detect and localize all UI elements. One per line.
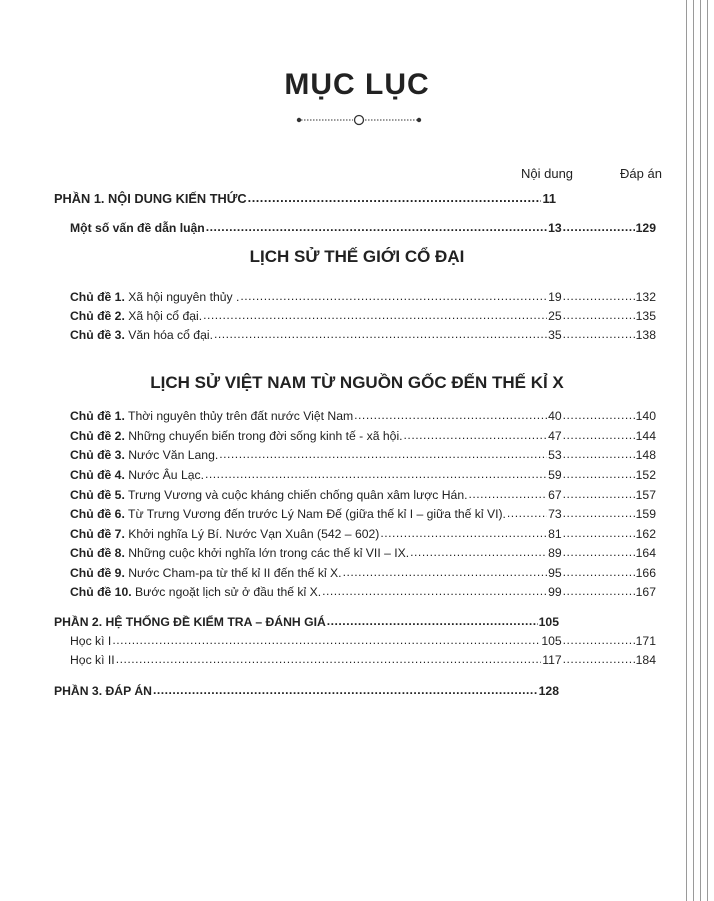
dot-leader [469, 487, 548, 499]
answer-page-number: 129 [635, 221, 656, 236]
dot-leader [507, 506, 547, 518]
page-number: 13 [548, 221, 562, 236]
topic-number: Chủ đề 10. [70, 585, 132, 600]
toc-entry[interactable] [70, 327, 656, 342]
topic-number: Chủ đề 7. [70, 527, 125, 542]
dot-leader [563, 526, 635, 538]
dot-leader [563, 308, 635, 320]
toc-entry-intro[interactable] [70, 220, 656, 235]
dot-leader [563, 545, 635, 557]
section-heading: LỊCH SỬ THẾ GIỚI CỔ ĐẠI [249, 247, 465, 266]
answer-page-number: 166 [635, 566, 656, 581]
part-label: PHẦN 2. HỆ THỐNG ĐỀ KIỂM TRA – ĐÁNH GIÁ [54, 615, 326, 630]
entry-label: Xã hội cổ đại. [128, 309, 203, 324]
dot-leader [206, 220, 547, 232]
page-number: 128 [538, 684, 559, 699]
page-number: 53 [548, 448, 562, 463]
answer-page-number: 144 [635, 429, 656, 444]
dot-leader [380, 526, 547, 538]
page-number: 89 [548, 546, 562, 561]
page-number: 19 [548, 290, 562, 305]
dot-leader [563, 447, 635, 459]
entry-label: Từ Trưng Vương đến trước Lý Nam Đế (giữa thế kỉ I – giữa thế kỉ VI). [128, 507, 506, 522]
answer-page-number: 148 [635, 448, 656, 463]
topic-number: Chủ đề 3. [70, 448, 125, 463]
toc-entry[interactable] [70, 652, 656, 667]
answer-page-number: 140 [635, 409, 656, 424]
part-label: PHẦN 3. ĐÁP ÁN [54, 684, 152, 699]
toc-entry[interactable] [70, 633, 656, 648]
page-edge-line [707, 0, 708, 901]
entry-label: Thời nguyên thủy trên đất nước Việt Nam [128, 409, 354, 424]
dot-leader [153, 683, 538, 695]
dot-leader [205, 467, 547, 479]
dot-leader [404, 428, 548, 440]
page-edge-line [700, 0, 701, 901]
toc-entry[interactable] [70, 487, 656, 502]
page-number: 40 [548, 409, 562, 424]
answer-page-number: 167 [635, 585, 656, 600]
page-title: MỤC LỤC [284, 68, 430, 101]
entry-label: Khởi nghĩa Lý Bí. Nước Vạn Xuân (542 – 602) [128, 527, 380, 542]
answer-page-number: 171 [635, 634, 656, 649]
topic-number: Chủ đề 1. [70, 290, 125, 305]
topic-number: Chủ đề 8. [70, 546, 125, 561]
entry-label: Học kì II [70, 653, 115, 668]
topic-number: Chủ đề 4. [70, 468, 125, 483]
entry-label: Học kì I [70, 634, 112, 649]
topic-number: Chủ đề 6. [70, 507, 125, 522]
dot-leader [563, 487, 635, 499]
answer-page-number: 184 [635, 653, 656, 668]
entry-label: Bước ngoặt lịch sử ở đầu thế kỉ X. [135, 585, 322, 600]
topic-number: Chủ đề 9. [70, 566, 125, 581]
dot-leader [563, 584, 635, 596]
page-number: 105 [541, 634, 562, 649]
toc-entry[interactable] [70, 506, 656, 521]
dot-leader [248, 190, 542, 203]
dot-leader [563, 408, 635, 420]
column-header-content: Nội dung [521, 166, 574, 181]
dot-leader [563, 467, 635, 479]
entry-label: Những chuyển biến trong đời sống kinh tế - xã hội. [128, 429, 403, 444]
toc-entry[interactable] [70, 308, 656, 323]
dot-leader [214, 327, 547, 339]
toc-entry[interactable] [70, 408, 656, 423]
toc-entry[interactable] [70, 447, 656, 462]
entry-label: Nước Văn Lang. [128, 448, 219, 463]
dot-leader [240, 289, 547, 301]
dot-leader [563, 633, 635, 645]
entry-label: Những cuộc khởi nghĩa lớn trong các thế kỉ VII – IX. [128, 546, 410, 561]
toc-entry[interactable] [70, 584, 656, 599]
topic-number: Chủ đề 2. [70, 309, 125, 324]
toc-entry[interactable] [70, 545, 656, 560]
dot-leader [563, 565, 635, 577]
dot-leader [219, 447, 547, 459]
dot-leader [563, 220, 635, 232]
answer-page-number: 164 [635, 546, 656, 561]
page-number: 105 [538, 615, 559, 630]
toc-part-3[interactable] [54, 683, 559, 698]
entry-label: Một số vấn đề dẫn luận [70, 221, 205, 236]
toc-entry[interactable] [70, 565, 656, 580]
dot-leader [563, 289, 635, 301]
answer-page-number: 157 [635, 488, 656, 503]
entry-label: Trưng Vương và cuộc kháng chiến chống quân xâm lược Hán. [128, 488, 468, 503]
dot-leader [563, 327, 635, 339]
page-number: 99 [548, 585, 562, 600]
dot-leader [322, 584, 547, 596]
answer-page-number: 135 [635, 309, 656, 324]
entry-label: Nước Cham-pa từ thế kỉ II đến thế kỉ X. [128, 566, 342, 581]
toc-entry[interactable] [70, 526, 656, 541]
dot-leader [410, 545, 547, 557]
toc-part-2[interactable] [54, 614, 559, 629]
toc-entry[interactable] [70, 428, 656, 443]
toc-entry[interactable] [70, 467, 656, 482]
dot-leader [354, 408, 547, 420]
entry-label: Xã hội nguyên thủy . [128, 290, 240, 305]
toc-part-1[interactable] [54, 190, 556, 206]
page-number: 67 [548, 488, 562, 503]
toc-entry[interactable] [70, 289, 656, 304]
answer-page-number: 138 [635, 328, 656, 343]
page-number: 81 [548, 527, 562, 542]
answer-page-number: 152 [635, 468, 656, 483]
answer-page-number: 132 [635, 290, 656, 305]
answer-page-number: 162 [635, 527, 656, 542]
dot-leader [563, 428, 635, 440]
page-number: 73 [548, 507, 562, 522]
page-edge-line [693, 0, 694, 901]
page-number: 117 [542, 653, 562, 668]
page-number: 25 [548, 309, 562, 324]
page-edge-line [686, 0, 687, 901]
dot-leader [343, 565, 548, 577]
dot-leader [116, 652, 542, 664]
column-header-answers: Đáp án [620, 166, 662, 181]
topic-number: Chủ đề 1. [70, 409, 125, 424]
page-number: 95 [548, 566, 562, 581]
topic-number: Chủ đề 3. [70, 328, 125, 343]
dot-leader [327, 614, 538, 626]
dot-leader [563, 506, 635, 518]
topic-number: Chủ đề 2. [70, 429, 125, 444]
part-label: PHẦN 1. NỘI DUNG KIẾN THỨC [54, 190, 247, 206]
title-ornament-icon [296, 112, 422, 128]
dot-leader [203, 308, 547, 320]
page-number: 35 [548, 328, 562, 343]
page-number: 11 [542, 190, 556, 206]
dot-leader [112, 633, 540, 645]
entry-label: Văn hóa cổ đại. [128, 328, 213, 343]
page-number: 47 [548, 429, 562, 444]
dot-leader [563, 652, 635, 664]
topic-number: Chủ đề 5. [70, 488, 125, 503]
section-heading: LỊCH SỬ VIỆT NAM TỪ NGUỒN GỐC ĐẾN THẾ KỈ X [150, 373, 564, 392]
entry-label: Nước Âu Lạc. [128, 468, 205, 483]
page-number: 59 [548, 468, 562, 483]
answer-page-number: 159 [635, 507, 656, 522]
